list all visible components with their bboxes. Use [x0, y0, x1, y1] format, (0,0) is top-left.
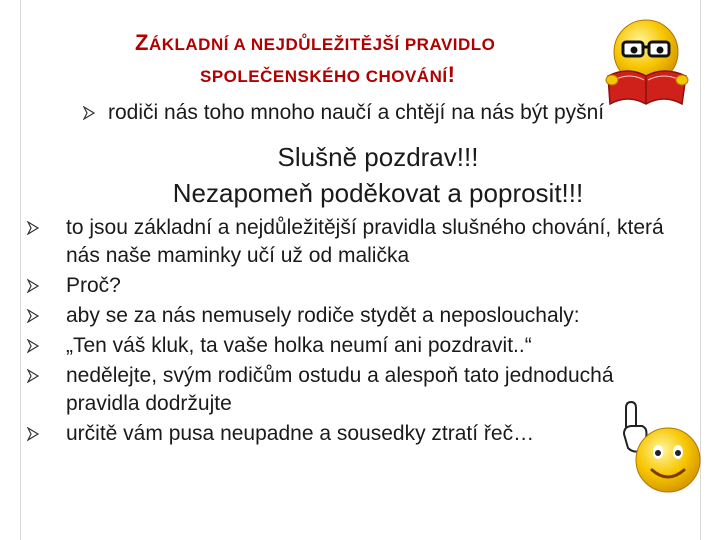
list-item-text: to jsou základní a nejdůležitější pravidla slušného chování, která nás naše maminky učí už od malička: [66, 216, 664, 267]
centered-line-2: Nezapomeň poděkovat a poprosit!!!: [172, 178, 584, 208]
arrow-bullet-icon: [26, 221, 40, 235]
bullet-list: [20, 214, 680, 450]
arrow-bullet-icon: [82, 106, 96, 120]
list-item: [20, 362, 680, 418]
title-line-2: SPOLEČENSKÉHO CHOVÁNÍ!: [200, 62, 456, 87]
arrow-bullet-icon: [26, 279, 40, 293]
list-item: [20, 272, 680, 300]
list-item: [20, 332, 680, 360]
reading-smiley-icon: [598, 14, 698, 114]
list-item-text: aby se za nás nemusely rodiče stydět a neposlouchaly:: [66, 304, 580, 327]
list-item-text: nedělejte, svým rodičům ostudu a alespoň tato jednoduchá pravidla dodržujte: [66, 364, 614, 415]
list-item-text: určitě vám pusa neupadne a sousedky ztratí řeč…: [66, 422, 535, 445]
arrow-bullet-icon: [26, 369, 40, 383]
arrow-bullet-icon: [26, 339, 40, 353]
title-line-1: ZÁKLADNÍ A NEJDŮLEŽITĚJŠÍ PRAVIDLO: [135, 30, 496, 55]
arrow-bullet-icon: [26, 309, 40, 323]
list-item: [20, 420, 680, 448]
pointing-smiley-icon: [618, 398, 708, 498]
list-item-text: „Ten váš kluk, ta vaše holka neumí ani pozdravit..“: [66, 334, 532, 357]
list-item: [20, 214, 680, 270]
list-item-text: Proč?: [66, 274, 121, 297]
subpoint-text: rodiči nás toho mnoho naučí a chtějí na nás být pyšní: [108, 101, 605, 124]
arrow-bullet-icon: [26, 427, 40, 441]
centered-line-1: Slušně pozdrav!!!: [277, 142, 479, 172]
list-item: [20, 302, 680, 330]
